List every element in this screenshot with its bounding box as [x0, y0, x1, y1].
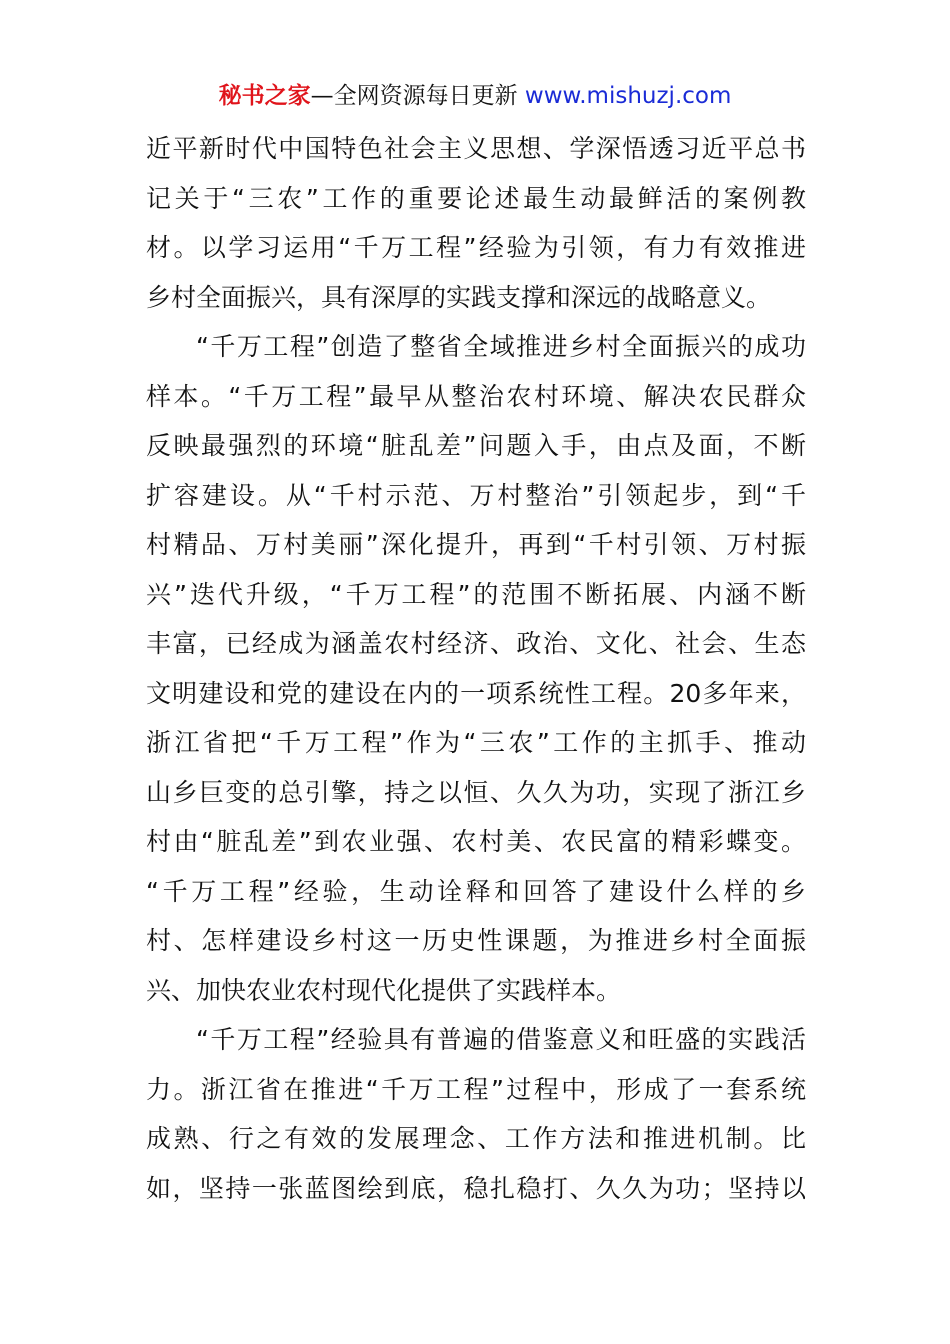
text-line: 村、怎样建设乡村这一历史性课题，为推进乡村全面振: [146, 926, 806, 955]
text-line: 样本。“千万工程”最早从整治农村环境、解决农民群众: [146, 381, 806, 411]
site-brand: 秘书之家: [218, 83, 311, 109]
text-line: 乡村全面振兴，具有深厚的实践支撑和深远的战略意义。: [146, 282, 772, 312]
document-body: [146, 124, 806, 1213]
text-line: 力。浙江省在推进“千万工程”过程中，形成了一套系统: [146, 1074, 806, 1104]
text-line: 村精品、万村美丽”深化提升，再到“千村引领、万村振: [146, 530, 806, 559]
text-line: 兴、加快农业农村现代化提供了实践样本。: [146, 975, 622, 1005]
text-line: 扩容建设。从“千村示范、万村整治”引领起步，到“千: [146, 480, 806, 510]
text-line: 村由“脏乱差”到农业强、农村美、农民富的精彩蝶变。: [146, 827, 806, 856]
site-url-link[interactable]: www.mishuzj.com: [524, 83, 732, 109]
paragraph-first-line: “千万工程”创造了整省全域推进乡村全面振兴的成功: [196, 332, 806, 361]
text-line: 丰富，已经成为涵盖农村经济、政治、文化、社会、生态: [146, 629, 806, 658]
text-line: 文明建设和党的建设在内的一项系统性工程。20多年来，: [146, 678, 806, 708]
text-line: 成熟、行之有效的发展理念、工作方法和推进机制。比: [146, 1124, 806, 1153]
page-header: [0, 80, 950, 112]
text-line: 记关于“三农”工作的重要论述最生动最鲜活的案例教: [146, 183, 806, 213]
paragraph-first-line: “千万工程”经验具有普遍的借鉴意义和旺盛的实践活: [196, 1025, 806, 1054]
text-line: 浙江省把“千万工程”作为“三农”工作的主抓手、推动: [146, 728, 806, 757]
site-tagline: —全网资源每日更新: [310, 83, 525, 109]
text-line: “千万工程”经验，生动诠释和回答了建设什么样的乡: [146, 876, 806, 906]
text-line: 反映最强烈的环境“脏乱差”问题入手，由点及面，不断: [146, 431, 806, 460]
text-line: 材。以学习运用“千万工程”经验为引领，有力有效推进: [146, 233, 806, 262]
text-line: 如，坚持一张蓝图绘到底，稳扎稳打、久久为功；坚持以: [146, 1173, 806, 1203]
text-line: 兴”迭代升级，“千万工程”的范围不断拓展、内涵不断: [146, 579, 806, 609]
text-line: 山乡巨变的总引擎，持之以恒、久久为功，实现了浙江乡: [146, 777, 806, 807]
text-line: 近平新时代中国特色社会主义思想、学深悟透习近平总书: [146, 134, 806, 163]
